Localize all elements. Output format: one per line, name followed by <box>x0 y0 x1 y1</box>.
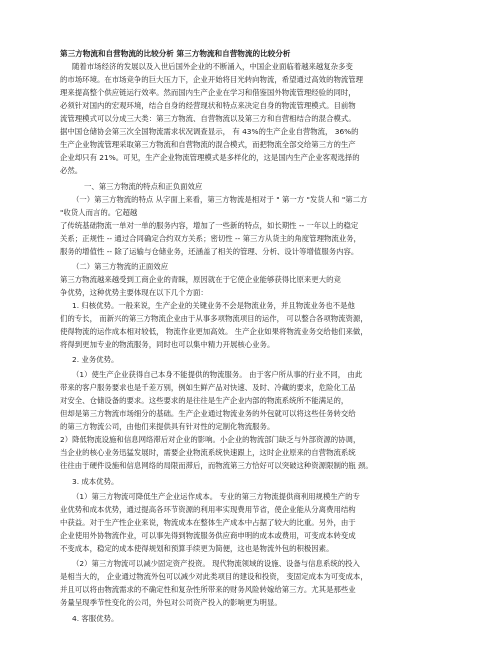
document-title: 第三方物流和自营物流的比较分析 第三方物流和自营物流的比较分析 <box>60 49 291 58</box>
paragraph-line: 的市场环境。在市场竞争的巨大压力下，企业开始将目光转向物流，希望通过高效的物流管理 <box>60 75 364 84</box>
paragraph-line: 当企业的核心业务迅猛发展时，需要企业物流系统快速跟上，这时企业原来的自营物流系统 <box>60 448 356 457</box>
paragraph-line: 使得物流的运作成本相对较低， 物流作业更加高效。 生产企业如果将物流业务交给他们来做， <box>60 327 368 336</box>
paragraph-line: 第三方物流越来越受到工商企业的青睐，原因就在于它使企业能够获得比原来更大的竞 <box>60 275 341 284</box>
paragraph-line: 中获益。对于生产性企业来说，物流成本在整体生产成本中占据了较大的比重。另外，由于 <box>60 518 356 527</box>
paragraph-line: 不变成本，稳定的成本使得规划和预算手续更为简便，这也是物流外包的积极因素。 <box>60 544 334 553</box>
paragraph-line: 流管理模式可以分成三大类：第三方物流、自营物流以及第三方和自营相结合的混合模式。 <box>60 114 356 123</box>
paragraph-line: 业优势和成本优势，通过提高各环节资源的利用率实现费用节省，使企业能从分离费用结构 <box>60 505 356 514</box>
paragraph-line: 企业使用外协物流作业，可以事先得到物流服务供应商申明的成本或费用，可变成本转变成 <box>60 531 356 540</box>
paragraph-line: 理来提高整个供应链运行效率。然而国内生产企业在学习和借鉴国外物流管理经验的同时， <box>60 88 356 97</box>
paragraph-line: 企业却只有 21%。可见，生产企业物流管理模式是多样化的，这是国内生产企业客观选择的 <box>60 153 360 162</box>
subsection-heading: （二）第三方物流的正面效应 <box>72 262 169 271</box>
paragraph-line: 关系；正规性 -- 通过合同确定合约双方关系；密切性 -- 第三方从货主的角度管理物流业务， <box>60 234 361 243</box>
paragraph-line: 务量呈现季节性变化的公司，外包对公司资产投入的影响更为明显。 <box>60 598 282 607</box>
paragraph-line: 必然。 <box>60 166 83 175</box>
paragraph-line: 了传统基础物流一单对一单的服务内容，增加了一些新的特点，如长期性 -- 一年以上的稳定 <box>60 221 359 230</box>
section-heading: 一、第三方物流的特点和正负面效应 <box>84 182 203 191</box>
item-heading: 2. 业务优势。 <box>72 355 119 364</box>
paragraph-line: （2）第三方物流可以减少固定资产投资。 现代物流领域的设施、设备与信息系统的投入 <box>72 559 360 568</box>
paragraph-line: （1）第三方物流可降低生产企业运作成本。 专业的第三方物流提供商利用规模生产的专 <box>72 492 360 501</box>
paragraph-line: "收货人而言的。它超越 <box>60 208 138 217</box>
paragraph-line: 争优势，这种优势主要体现在以下几个方面： <box>60 288 208 297</box>
paragraph-line: 据中国仓储协会第三次全国物流需求状况调查显示， 有 43%的生产企业自营物流， 36%的 <box>60 127 359 136</box>
paragraph-line: 带来的客户服务要求也是千差万别，例如生鲜产品对快速、及时、冷藏的要求，危险化工品 <box>60 383 356 392</box>
paragraph-line: 的第三方物流公司，由他们来提供具有针对性的定制化物流服务。 <box>60 422 275 431</box>
paragraph-line: 生产企业物流管理采取第三方物流和自营物流的混合模式，而把物流全部交给第三方的生产 <box>60 140 356 149</box>
paragraph-line: 并且可以将由物流需求的不确定性和复杂性所带来的财务风险转嫁给第三方。尤其是那些业 <box>60 585 356 594</box>
item-heading: 3. 成本优势。 <box>72 477 119 486</box>
paragraph-line: 对安全、仓储设备的要求。这些要求的是往往是生产企业内部的物流系统所不能满足的， <box>60 396 349 405</box>
paragraph-line: 2）降低物流设施和信息网络滞后对企业的影响。小企业的物流部门缺乏与外部资源的协调， <box>60 435 361 444</box>
paragraph-line: 是相当大的， 企业通过物流外包可以减少对此类项目的建设和投资， 变固定成本为可变成本， <box>60 572 368 581</box>
item-heading: 4. 客服优势。 <box>72 614 119 623</box>
paragraph-line: 随着市场经济的发展以及入世后国外企业的不断涌入，中国企业面临着越来越复杂多变 <box>72 62 353 71</box>
paragraph-line: 们的专长， 而新兴的第三方物流企业由于从事多项物流项目的运作， 可以整合各项物流资源， <box>60 314 368 323</box>
paragraph-line: 将得到更加专业的物流服务，同时也可以集中精力开展核心业务。 <box>60 340 275 349</box>
paragraph-line: 必须针对国内的宏观环境，结合自身的经营现状和特点来决定自身的物流管理模式。目前物 <box>60 101 356 110</box>
paragraph-line: 服务的增值性 -- 除了运输与仓储业务，还涵盖了相关的管理、分析、设计等增值服务内容。 <box>60 247 359 256</box>
paragraph-line: 往往由于硬件设施和信息网络的局限而滞后，而物流第三方恰好可以突破这种资源限制的瓶 颈。 <box>60 461 373 470</box>
paragraph-line: （1）使生产企业获得自己本身不能提供的物流服务。 由于客户所从事的行业不同， 由此 <box>72 370 363 379</box>
paragraph-line: 但却是第三方物流市场细分的基础。生产企业通过物流业务的外包就可以将这些任务转交给 <box>60 409 356 418</box>
paragraph-line: （一）第三方物流的特点 从字面上来看，第三方物流是相对于 " 第一方 "发货人和 "第二方 <box>72 195 368 204</box>
paragraph-line: 1. 归核优势。一般来说，生产企业的关键业务不会是物流业务，并且物流业务也不是他 <box>72 301 355 310</box>
